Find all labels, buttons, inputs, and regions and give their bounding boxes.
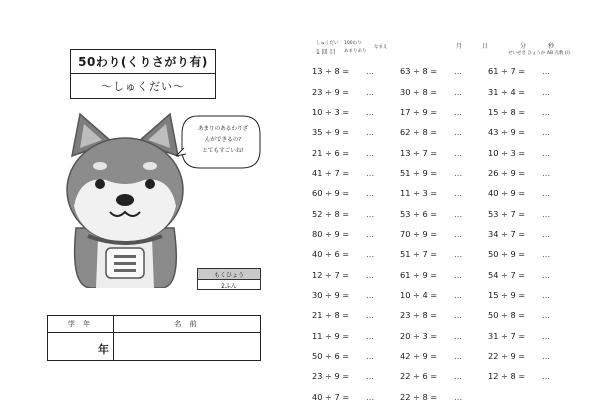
problem-row xyxy=(312,203,582,223)
answer-blank[interactable]: … xyxy=(366,66,375,77)
worksheet-title: 50わり(くりさがり有) xyxy=(71,50,215,74)
problem-row xyxy=(312,163,582,183)
problem-row xyxy=(312,325,582,345)
answer-blank[interactable]: … xyxy=(366,330,375,341)
problem-expression: 54 ÷ 7 = xyxy=(488,269,526,280)
division-problem xyxy=(488,290,576,300)
division-problem xyxy=(400,87,488,97)
problem-expression: 51 ÷ 7 = xyxy=(400,249,438,260)
problem-expression: 42 ÷ 9 = xyxy=(400,350,438,361)
problem-expression: 31 ÷ 4 = xyxy=(488,86,526,97)
problem-expression: 10 ÷ 4 = xyxy=(400,289,438,300)
problem-expression: 50 ÷ 9 = xyxy=(488,249,526,260)
problem-expression: 30 ÷ 8 = xyxy=(400,86,438,97)
division-problem xyxy=(488,107,576,117)
answer-blank[interactable]: … xyxy=(366,269,375,280)
problem-expression: 10 ÷ 3 = xyxy=(312,106,350,117)
division-problem xyxy=(312,371,400,381)
division-problem xyxy=(488,310,576,320)
answer-blank[interactable]: … xyxy=(542,371,551,382)
answer-blank[interactable]: … xyxy=(542,289,551,300)
problem-row xyxy=(312,346,582,366)
answer-blank[interactable]: … xyxy=(454,269,463,280)
speech-line: あまりのあるわりざ xyxy=(197,126,249,132)
answer-blank[interactable]: … xyxy=(542,127,551,138)
answer-blank[interactable]: … xyxy=(542,310,551,321)
answer-blank[interactable]: … xyxy=(454,127,463,138)
division-problem xyxy=(312,209,400,219)
speech-text xyxy=(190,124,256,157)
grade-header: 学 年 xyxy=(48,316,114,332)
division-problem xyxy=(312,249,400,259)
answer-blank[interactable]: … xyxy=(366,147,375,158)
answer-blank[interactable]: … xyxy=(454,289,463,300)
division-problem xyxy=(312,229,400,239)
answer-blank[interactable]: … xyxy=(454,86,463,97)
problem-expression: 40 ÷ 7 = xyxy=(312,391,350,400)
problem-row xyxy=(312,224,582,244)
answer-blank[interactable]: … xyxy=(454,208,463,219)
answer-blank[interactable]: … xyxy=(366,249,375,260)
problem-expression: 50 ÷ 6 = xyxy=(312,350,350,361)
answer-blank[interactable]: … xyxy=(366,167,375,178)
division-problem xyxy=(312,188,400,198)
division-problem xyxy=(488,168,576,178)
division-problem xyxy=(400,249,488,259)
goal-box xyxy=(197,268,261,290)
problem-expression: 53 ÷ 7 = xyxy=(488,208,526,219)
answer-blank[interactable]: … xyxy=(454,66,463,77)
speech-line: んができるの? xyxy=(204,137,242,143)
problem-expression: 40 ÷ 9 = xyxy=(488,188,526,199)
problem-expression: 23 ÷ 9 = xyxy=(312,86,350,97)
problem-expression: 52 ÷ 8 = xyxy=(312,208,350,219)
answer-blank[interactable]: … xyxy=(454,188,463,199)
answer-blank[interactable]: … xyxy=(366,188,375,199)
problem-expression: 26 ÷ 9 = xyxy=(488,167,526,178)
problem-expression: 30 ÷ 9 = xyxy=(312,289,350,300)
problem-expression: 23 ÷ 8 = xyxy=(400,310,438,321)
problem-expression: 34 ÷ 7 = xyxy=(488,228,526,239)
problem-expression: 50 ÷ 8 = xyxy=(488,310,526,321)
problem-expression: 11 ÷ 9 = xyxy=(312,330,350,341)
division-problem xyxy=(312,310,400,320)
goal-value: 2ふん xyxy=(221,282,237,290)
answer-blank[interactable]: … xyxy=(542,106,551,117)
problem-row xyxy=(312,387,582,400)
worksheet-header xyxy=(312,36,570,58)
answer-blank[interactable]: … xyxy=(366,289,375,300)
answer-blank[interactable]: … xyxy=(366,228,375,239)
remainder-label: あまりあり xyxy=(344,49,367,54)
division-problem xyxy=(312,351,400,361)
problem-expression: 80 ÷ 9 = xyxy=(312,228,350,239)
division-problem xyxy=(400,107,488,117)
division-problem xyxy=(488,188,576,198)
division-problem xyxy=(400,66,488,76)
division-problem xyxy=(400,127,488,137)
problem-expression: 21 ÷ 8 = xyxy=(312,310,350,321)
division-problem xyxy=(488,127,576,137)
problem-row xyxy=(312,122,582,142)
problem-expression: 20 ÷ 3 = xyxy=(400,330,438,341)
problem-row xyxy=(312,244,582,264)
problem-expression: 13 ÷ 8 = xyxy=(312,66,350,77)
course-label: しゅくだい xyxy=(316,41,339,46)
division-problem xyxy=(312,331,400,341)
division-problem xyxy=(488,66,576,76)
division-problem xyxy=(488,371,576,381)
problem-expression: 23 ÷ 9 = xyxy=(312,371,350,382)
worksheet-subtitle: 〜しゅくだい〜 xyxy=(101,80,185,93)
division-problem xyxy=(400,148,488,158)
division-problem xyxy=(312,148,400,158)
problem-expression: 63 ÷ 8 = xyxy=(400,66,438,77)
name-table xyxy=(47,315,261,361)
name-header: 名 前 xyxy=(174,320,200,328)
problem-expression: 40 ÷ 6 = xyxy=(312,249,350,260)
problem-expression: 12 ÷ 8 = xyxy=(488,371,526,382)
answer-blank[interactable]: … xyxy=(542,188,551,199)
answer-blank[interactable]: … xyxy=(366,208,375,219)
problem-expression: 12 ÷ 7 = xyxy=(312,269,350,280)
division-problem xyxy=(488,270,576,280)
answer-blank[interactable]: … xyxy=(542,167,551,178)
answer-blank[interactable]: … xyxy=(366,350,375,361)
answer-blank[interactable]: … xyxy=(454,310,463,321)
division-problem xyxy=(488,209,576,219)
problem-expression: 51 ÷ 9 = xyxy=(400,167,438,178)
division-problem xyxy=(400,290,488,300)
answer-blank[interactable]: … xyxy=(366,106,375,117)
round-label: 1 回 目 xyxy=(316,49,336,56)
problem-expression: 17 ÷ 9 = xyxy=(400,106,438,117)
answer-blank[interactable]: … xyxy=(542,350,551,361)
division-problem xyxy=(312,127,400,137)
answer-blank[interactable]: … xyxy=(454,106,463,117)
name-field[interactable] xyxy=(114,333,260,360)
division-problem xyxy=(488,87,576,97)
name-label: なまえ xyxy=(374,45,388,50)
answer-blank[interactable]: … xyxy=(454,167,463,178)
problem-row xyxy=(312,305,582,325)
answer-blank[interactable]: … xyxy=(542,66,551,77)
month-label: 月 xyxy=(456,43,463,50)
title-box xyxy=(70,49,216,99)
answer-blank[interactable]: … xyxy=(454,391,463,400)
division-problem xyxy=(400,392,488,400)
problem-expression: 61 ÷ 7 = xyxy=(488,66,526,77)
problem-expression: 11 ÷ 3 = xyxy=(400,188,438,199)
problem-row xyxy=(312,81,582,101)
problem-row xyxy=(312,102,582,122)
problem-expression: 70 ÷ 9 = xyxy=(400,228,438,239)
problem-expression: 41 ÷ 7 = xyxy=(312,167,350,178)
problem-expression: 35 ÷ 9 = xyxy=(312,127,350,138)
answer-blank[interactable]: … xyxy=(366,371,375,382)
division-problem xyxy=(488,331,576,341)
minutes-label: 分 xyxy=(520,43,527,50)
problem-row xyxy=(312,142,582,162)
problem-grid xyxy=(312,61,582,400)
division-problem xyxy=(488,148,576,158)
answer-blank[interactable]: … xyxy=(366,391,375,400)
answer-blank[interactable]: … xyxy=(366,127,375,138)
problem-expression: 61 ÷ 9 = xyxy=(400,269,438,280)
problem-expression: 31 ÷ 7 = xyxy=(488,330,526,341)
count-label: 100わり xyxy=(344,41,362,46)
problem-expression: 15 ÷ 8 = xyxy=(488,106,526,117)
goal-label: もくひょう xyxy=(198,269,260,280)
seconds-label: 秒 xyxy=(548,43,555,50)
division-problem xyxy=(400,331,488,341)
day-label: 日 xyxy=(482,43,489,50)
answer-blank[interactable]: … xyxy=(454,350,463,361)
division-problem xyxy=(400,310,488,320)
division-problem xyxy=(312,107,400,117)
problem-expression: 15 ÷ 9 = xyxy=(488,289,526,300)
grade-field[interactable]: 年 xyxy=(48,333,114,360)
answer-blank[interactable]: … xyxy=(366,86,375,97)
problem-expression: 53 ÷ 6 = xyxy=(400,208,438,219)
answer-blank[interactable]: … xyxy=(366,310,375,321)
division-problem xyxy=(312,168,400,178)
problem-expression: 22 ÷ 9 = xyxy=(488,350,526,361)
division-problem xyxy=(400,351,488,361)
problem-expression: 62 ÷ 8 = xyxy=(400,127,438,138)
score-line: せいせき ひょうか AB 点数 (/) xyxy=(508,51,570,56)
division-problem xyxy=(400,270,488,280)
problem-expression: 21 ÷ 6 = xyxy=(312,147,350,158)
problem-expression: 10 ÷ 3 = xyxy=(488,147,526,158)
division-problem xyxy=(400,168,488,178)
answer-blank[interactable]: … xyxy=(542,147,551,158)
division-problem xyxy=(312,87,400,97)
answer-blank[interactable]: … xyxy=(454,249,463,260)
division-problem xyxy=(400,229,488,239)
problem-row xyxy=(312,183,582,203)
division-problem xyxy=(312,392,400,400)
division-problem xyxy=(312,290,400,300)
problem-expression: 43 ÷ 9 = xyxy=(488,127,526,138)
answer-blank[interactable]: … xyxy=(454,147,463,158)
division-problem xyxy=(488,249,576,259)
problem-expression: 13 ÷ 7 = xyxy=(400,147,438,158)
problem-expression: 22 ÷ 6 = xyxy=(400,371,438,382)
answer-blank[interactable]: … xyxy=(542,208,551,219)
answer-blank[interactable]: … xyxy=(454,371,463,382)
problem-expression: 22 ÷ 8 = xyxy=(400,391,438,400)
division-problem xyxy=(488,229,576,239)
answer-blank[interactable]: … xyxy=(454,330,463,341)
division-problem xyxy=(400,209,488,219)
problem-expression: 60 ÷ 9 = xyxy=(312,188,350,199)
division-problem xyxy=(312,66,400,76)
division-problem xyxy=(488,351,576,361)
answer-blank[interactable]: … xyxy=(454,228,463,239)
problem-row xyxy=(312,264,582,284)
problem-row xyxy=(312,366,582,386)
answer-blank[interactable]: … xyxy=(542,249,551,260)
answer-blank[interactable]: … xyxy=(542,269,551,280)
division-problem xyxy=(400,371,488,381)
answer-blank[interactable]: … xyxy=(542,86,551,97)
answer-blank[interactable]: … xyxy=(542,330,551,341)
problem-row xyxy=(312,285,582,305)
problem-row xyxy=(312,61,582,81)
division-problem xyxy=(400,188,488,198)
division-problem xyxy=(312,270,400,280)
speech-line: とてもすごいね! xyxy=(202,148,244,154)
answer-blank[interactable]: … xyxy=(542,228,551,239)
